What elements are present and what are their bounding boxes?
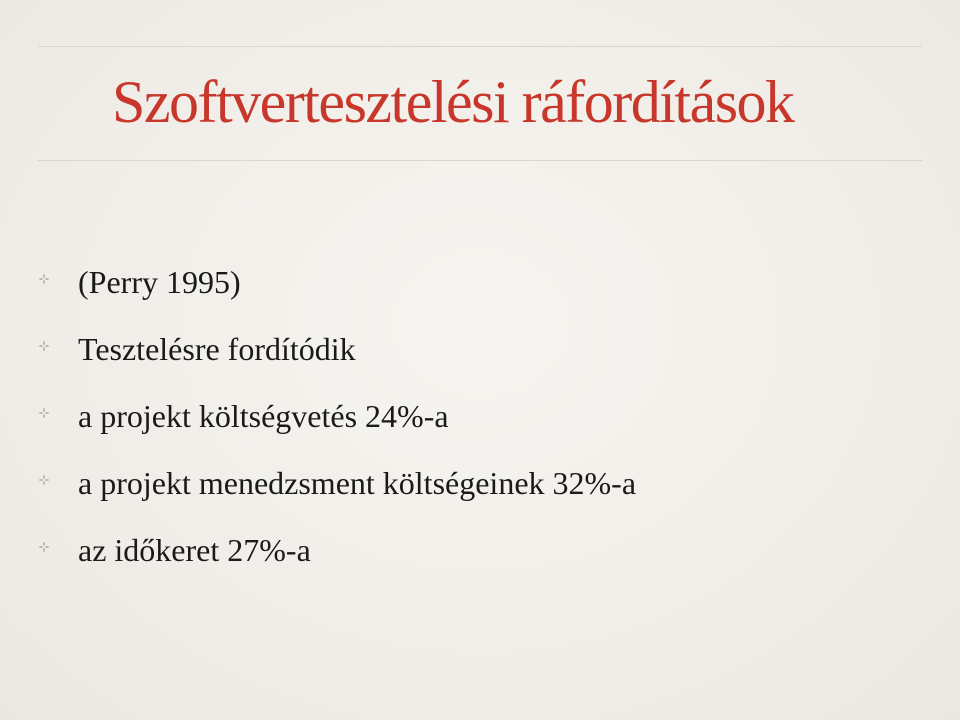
fleuron-bullet-icon — [38, 340, 50, 352]
title-divider — [38, 160, 922, 161]
bullet-text: Tesztelésre fordítódik — [78, 331, 356, 367]
fleuron-bullet-icon — [38, 474, 50, 486]
bullet-text: a projekt költségvetés 24%-a — [78, 398, 449, 434]
fleuron-bullet-icon — [38, 407, 50, 419]
bullet-text: a projekt menedzsment költségeinek 32%-a — [78, 465, 637, 501]
fleuron-bullet-icon — [38, 541, 50, 553]
top-divider — [38, 46, 922, 47]
bullet-text: az időkeret 27%-a — [78, 532, 311, 568]
bullet-text: (Perry 1995) — [78, 264, 241, 300]
fleuron-bullet-icon — [38, 273, 50, 285]
slide-title: Szoftvertesztelési ráfordítások — [112, 69, 794, 135]
